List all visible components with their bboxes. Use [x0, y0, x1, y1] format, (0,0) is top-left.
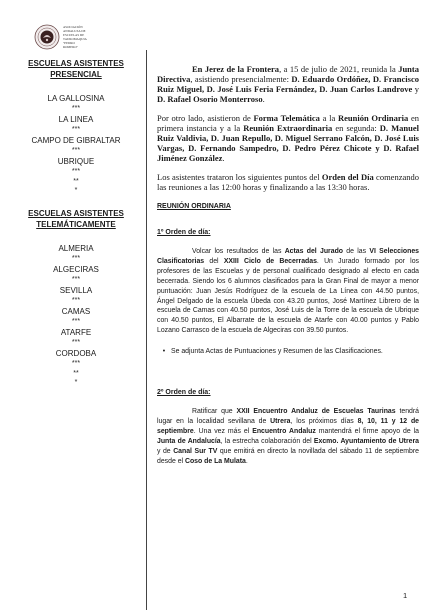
school-ubrique: UBRIQUE [57, 156, 95, 166]
logo-line: "PEDRO ROMERO" [63, 41, 78, 49]
logo-line: TAUROMAQUIA [63, 37, 87, 41]
separator: ** [73, 177, 79, 185]
separator: *** [71, 126, 81, 134]
separator: *** [71, 105, 81, 113]
separator: ** [73, 369, 79, 377]
separator: *** [71, 276, 81, 284]
broadcaster: Canal Sur TV [173, 447, 218, 455]
minutes-body [157, 64, 419, 467]
separator: * [74, 379, 78, 387]
separator: *** [71, 297, 81, 305]
present-members: D. Eduardo Ordóñez, D. Francisco Ruiz Miguel, D. José Luis Feria Fernández, D. Juan Carlos Landrove [157, 74, 419, 94]
telematic-members: D. Manuel Ruiz Valdivia, D. Juan Repullo, D. Miguel Serrano Falcón, D. José Luis Vargas, D. Fernando Sampedro, D. Pedro Pérez Chicote y D. Rafael Jiménez González [157, 123, 419, 163]
ordinary-meeting-ref: Reunión Ordinaria [337, 113, 409, 123]
intro-paragraph-3: Los asistentes trataron los siguientes puntos del Orden del Día comenzando las reuniones a las 12:00 horas y finalizando a las 13:30 horas. [157, 172, 419, 192]
separator: * [74, 187, 78, 195]
town-council: Excmo. Ayuntamiento de Utrera [313, 437, 419, 445]
separator: *** [71, 147, 81, 155]
separator: *** [71, 168, 81, 176]
logo-lettering [63, 25, 89, 49]
section-title: REUNIÓN ORDINARIA [157, 203, 231, 210]
agenda-ref: Orden del Día [321, 172, 374, 182]
column-divider [146, 50, 147, 610]
presencial-heading-line1: ESCUELAS ASISTENTES [28, 59, 124, 68]
encuentro-title: XXII Encuentro Andaluz de Escuelas Taurinas [236, 408, 396, 416]
school-atarfe: ATARFE [60, 327, 92, 337]
school-cordoba: CORDOBA [55, 348, 97, 358]
school-campo-de-gibraltar: CAMPO DE GIBRALTAR [31, 135, 121, 145]
school-algeciras: ALGECIRAS [53, 264, 99, 274]
bullring: Coso de La Mulata [184, 457, 246, 465]
separator: *** [71, 360, 81, 368]
school-camas: CAMAS [61, 306, 91, 316]
attachment-note [157, 347, 419, 357]
becerradas-cycle: XXIII Ciclo de Becerradas [223, 257, 317, 265]
agenda-item-1-heading: 1º Orden de día: [157, 229, 211, 236]
separator: *** [71, 318, 81, 326]
separator: *** [71, 255, 81, 263]
seal-icon [34, 24, 60, 50]
page-number: 1 [403, 591, 408, 600]
logo-line: ASOCIACIÓN [63, 25, 83, 29]
school-sevilla: SEVILLA [59, 285, 93, 295]
bullet-icon: • [162, 348, 166, 356]
school-almeria: ALMERIA [58, 243, 94, 253]
present-member-last: D. Rafael Osorio Monterroso [157, 94, 263, 104]
attendance-mode: Forma Telemática [253, 113, 320, 123]
agenda-item-2-heading: 2º Orden de día: [157, 389, 211, 397]
school-la-linea: LA LINEA [58, 114, 94, 124]
agenda-item-2-text: Ratificar que XXII Encuentro Andaluz de Escuelas Taurinas tendrá lugar en la localidad sevillana de Utrera, los próximos días 8, 10, 11 y 12 de septiembre. Una vez más el Encuentro Andaluz mantendrá el firme apoyo de la Junta de Andalucía, la estrecha colaboración del Excmo. Ayuntamiento de Utrera y de Canal Sur TV que emitirá en directo la novillada del sábado 11 de septiembre desde el Coso de La Mulata. [157, 408, 420, 465]
event-dates: 8, 10, 11 y 12 de septiembre [157, 417, 420, 435]
board-name: Junta Directiva [157, 64, 419, 84]
qualifying-selections: VI Selecciones Clasificatorias [157, 248, 420, 265]
separator: *** [71, 339, 81, 347]
intro-paragraph-2: Por otro lado, asistieron de Forma Telemática a la Reunión Ordinaria en primera instancia y a la Reunión Extraordinaria en segunda: D. Manuel Ruiz Valdivia, D. Juan Repullo, D. Miguel Serrano Falcón, D. José Luis Vargas, D. Fernando Sampedro, D. Pedro Pérez Chicote y D. Rafael Jiménez González. [157, 113, 419, 163]
extraordinary-meeting-ref: Reunión Extraordinaria [243, 123, 333, 133]
sidebar-attendees [12, 58, 140, 388]
telematic-heading-line2: TELEMÁTICAMENTE [36, 220, 116, 230]
presencial-heading-line2: PRESENCIAL [50, 70, 102, 80]
association-logo [34, 24, 89, 50]
telematic-heading-line1: ESCUELAS ASISTENTES [28, 209, 124, 218]
school-la-gallosina: LA GALLOSINA [47, 93, 105, 103]
intro-paragraph-1: En Jerez de la Frontera, a 15 de julio de 2021, reunida la Junta Directiva, asistiendo presencialmente: D. Eduardo Ordóñez, D. Francisco Ruiz Miguel, D. José Luis Feria Fernández, D. Juan Carlos Landrove y D. Rafael Osorio Monterroso. [157, 64, 419, 104]
encuentro-name: Encuentro Andaluz [252, 427, 316, 435]
agenda-item-1-text: Volcar los resultados de las Actas del Jurado de las VI Selecciones Clasificatorias del XXIII Ciclo de Becerradas. Un Jurado formado por los profesores de las Escuelas y de personal cualificado designado al efecto en cada becerrada. Siendo los 6 alumnos clasificados para la Gran Final de mayor a menor puntuación: Juan Jesús Rodríguez de la escuela de La Línea con 44.50 puntos, Ángel Delgado de la escuela Úbeda con 43.20 puntos, José Martínez Librero de la escuela de Camas con 40.50 puntos, José Luis de la Torre de la escuela de Ubrique con 40.50 puntos, El Albarrate de la escuela de Atarfe con 40.00 puntos y Pablo Lozano Carrasco de la escuela de Algeciras con 39.50 puntos. [157, 248, 420, 335]
venue-town: Utrera [270, 417, 291, 425]
logo-line: ESCUELAS DE [63, 33, 85, 37]
attachment-text: Se adjunta Actas de Puntuaciones y Resumen de las Clasificaciones. [171, 348, 383, 356]
jury-minutes: Actas del Jurado [284, 248, 343, 255]
logo-line: ANDALUZA DE [63, 29, 86, 33]
junta-andalucia: Junta de Andalucía [157, 437, 221, 445]
meeting-place: En Jerez de la Frontera [192, 64, 280, 74]
